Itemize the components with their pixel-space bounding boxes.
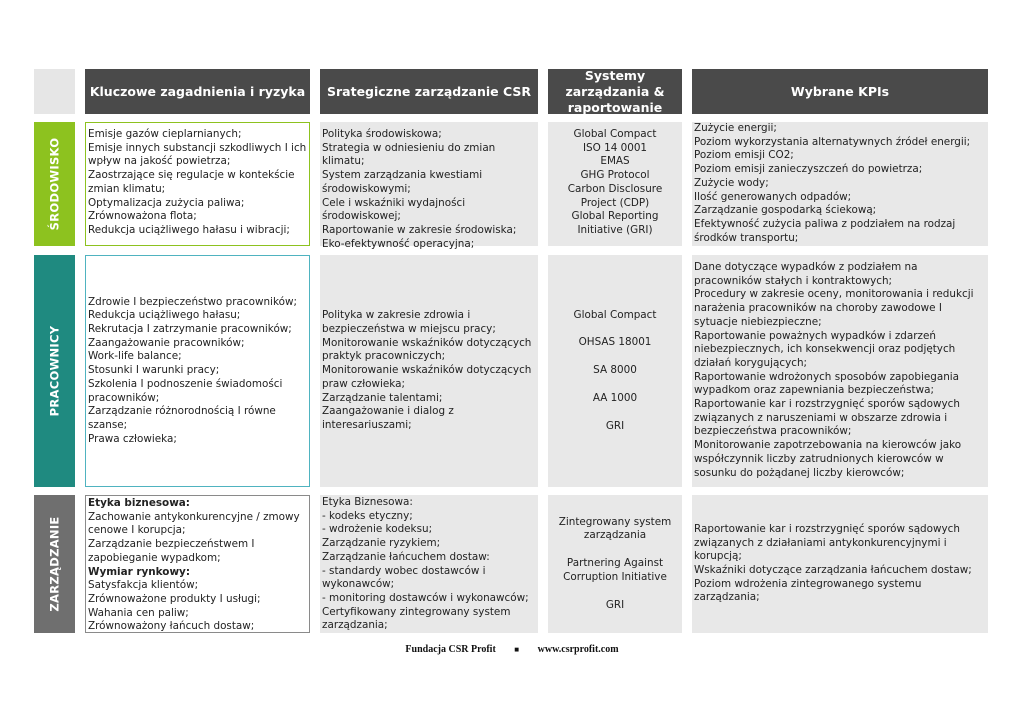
issue-item: Prawa człowieka;: [88, 432, 177, 445]
row-label-environment-text: ŚRODOWISKO: [47, 137, 62, 231]
env-strategy-list: [322, 128, 536, 251]
system-item: GRI: [605, 419, 625, 432]
strategy-item: Monitorowanie wskaźników dotyczących praw człowieka;: [322, 364, 532, 390]
emp-kpis-cell: [692, 255, 988, 487]
strategy-item: Polityka środowiskowa;: [322, 128, 442, 140]
env-systems-cell: [548, 122, 682, 246]
mgmt-systems-list: [550, 516, 680, 613]
strategy-item: Zarządzanie talentami;: [322, 391, 443, 404]
footer: [0, 644, 1024, 658]
kpi-item: Zużycie wody;: [694, 176, 769, 189]
strategy-item: - standardy wobec dostawców i wykonawców;: [322, 564, 486, 591]
issue-item: Zaostrzające się regulacje w kontekście zmian klimatu;: [88, 169, 295, 195]
strategy-item: - wdrożenie kodeksu;: [322, 523, 433, 536]
header-kpis: Wybrane KPIs: [692, 69, 988, 114]
row-label-environment: [34, 122, 75, 246]
issue-item: Zdrowie I bezpieczeństwo pracowników;: [88, 295, 297, 308]
mgmt-issues-ethics-list: [88, 511, 307, 566]
mgmt-strategy-cell: [320, 495, 538, 633]
kpi-item: Ilość generowanych odpadów;: [694, 190, 852, 203]
mgmt-issues-cell: [85, 495, 310, 633]
strategy-item: Raportowanie w zakresie środowiska;: [322, 223, 517, 236]
emp-issues-list: [88, 296, 307, 447]
kpi-item: Zarządzanie gospodarką ściekową;: [694, 204, 877, 217]
emp-systems-list: [550, 309, 680, 434]
strategy-item: - monitoring dostawców i wykonawców;: [322, 591, 529, 604]
strategy-item: Strategia w odniesieniu do zmian klimatu;: [322, 141, 496, 168]
issue-item: Emisje innych substancji szkodliwych I ich wpływ na jakość powietrza;: [88, 141, 307, 168]
strategy-item: Certyfikowany zintegrowany system zarządzania;: [322, 605, 511, 632]
mgmt-strategy-list: [322, 496, 536, 633]
strategy-item: - kodeks etyczny;: [322, 509, 413, 522]
env-systems-list: [550, 128, 680, 238]
footer-url[interactable]: www.csrprofit.com: [537, 644, 619, 655]
footer-org: Fundacja CSR Profit: [405, 644, 496, 655]
strategy-item: Zarządzanie łańcuchem dostaw:: [322, 550, 490, 563]
kpi-item: Zużycie energii;: [694, 122, 777, 134]
strategy-item: Zaangażowanie i dialog z interesariuszami;: [322, 405, 454, 431]
kpi-item: Raportowanie kar i rozstrzygnięć sporów sądowych związanych z działaniami antykonkurencyjnymi i korupcją;: [694, 522, 960, 563]
strategy-item: Eko-efektywność operacyjna;: [322, 237, 475, 250]
system-item: OHSAS 18001: [578, 336, 652, 349]
system-item: Global Reporting Initiative (GRI): [571, 210, 659, 236]
emp-strategy-list: [322, 309, 536, 432]
issue-item: Satysfakcja klientów;: [88, 579, 199, 592]
issue-item: Redukcja uciążliwego hałasu i wibracji;: [88, 223, 290, 236]
system-item: Partnering Against Corruption Initiative: [563, 557, 667, 583]
env-issues-cell: [85, 122, 310, 246]
system-item: Global Compact: [573, 308, 657, 321]
kpi-item: Efektywność zużycia paliwa z podziałem na rodzaj środków transportu;: [694, 217, 956, 244]
footer-separator: ■: [514, 645, 520, 654]
mgmt-issues-heading-market: Wymiar rynkowy:: [88, 565, 190, 578]
issue-item: Optymalizacja zużycia paliwa;: [88, 196, 245, 209]
emp-strategy-cell: [320, 255, 538, 487]
row-label-management: [34, 495, 75, 633]
header-key-issues: Kluczowe zagadnienia i ryzyka: [85, 69, 310, 114]
issue-item: Zrównoważona flota;: [88, 210, 197, 223]
kpi-item: Poziom emisji CO2;: [694, 149, 794, 162]
kpi-item: Dane dotyczące wypadków z podziałem na pracowników stałych i kontraktowych;: [694, 261, 918, 287]
kpi-item: Procedury w zakresie oceny, monitorowania i redukcji narażenia pracowników na choroby zawodowe I sytuacje niebiezpieczne;: [694, 288, 974, 328]
mgmt-kpis-cell: [692, 495, 988, 633]
system-item: ISO 14 0001: [582, 141, 648, 154]
issue-item: Redukcja uciążliwego hałasu;: [88, 309, 241, 322]
emp-issues-cell: [85, 255, 310, 487]
system-item: GRI: [605, 598, 625, 611]
row-label-employees-text: PRACOWNICY: [47, 325, 62, 417]
strategy-item: Monitorowanie wskaźników dotyczących praktyk pracowniczych;: [322, 336, 532, 363]
kpi-item: Wskaźniki dotyczące zarządzania łańcuchem dostaw;: [694, 564, 972, 576]
kpi-item: Raportowanie kar i rozstrzygnięć sporów sądowych związanych z naruszeniami w obszarze zdrowia i bezpieczeństwa pracowników;: [694, 398, 960, 438]
strategy-item: Polityka w zakresie zdrowia i bezpieczeństwa w miejscu pracy;: [322, 309, 496, 336]
system-item: SA 8000: [593, 364, 637, 377]
issue-item: Rekrutacja I zatrzymanie pracowników;: [88, 323, 292, 336]
issue-item: Zrównoważony łańcuch dostaw;: [88, 620, 255, 633]
emp-kpis-list: [694, 261, 986, 480]
issue-item: Zaangażowanie pracowników;: [88, 336, 245, 349]
issue-item: Zachowanie antykonkurencyjne / zmowy cenowe I korupcja;: [88, 510, 300, 537]
system-item: AA 1000: [592, 391, 638, 404]
mgmt-kpis-list: [694, 523, 986, 605]
env-strategy-cell: [320, 122, 538, 250]
row-label-employees: [34, 255, 75, 487]
strategy-item: Cele i wskaźniki wydajności środowiskowej;: [322, 196, 466, 223]
env-issues-list: [88, 128, 307, 238]
system-item: EMAS: [600, 155, 630, 168]
issue-item: Emisje gazów cieplarnianych;: [88, 128, 242, 140]
kpi-item: Raportowanie poważnych wypadków i zdarzeń niebezpiecznych, ich konsekwencji oraz podjętych działań korygujących;: [694, 329, 956, 369]
kpi-item: Poziom wdrożenia zintegrowanego systemu zarządzania;: [694, 577, 922, 604]
issue-item: Work-life balance;: [88, 350, 182, 363]
system-item: GHG Protocol: [580, 169, 650, 182]
header-systems: Systemy zarządzania & raportowanie: [548, 69, 682, 114]
mgmt-issues-market-list: [88, 579, 307, 634]
system-item: Carbon Disclosure Project (CDP): [567, 182, 663, 209]
env-kpis-list: [694, 122, 986, 245]
system-item: Zintegrowany system zarządzania: [558, 515, 672, 542]
strategy-item: Zarządzanie ryzykiem;: [322, 537, 441, 550]
corner-cell: [34, 69, 75, 114]
mgmt-issues-heading-ethics: Etyka biznesowa:: [88, 497, 190, 509]
issue-item: Zrównoważone produkty I usługi;: [88, 592, 261, 605]
issue-item: Zarządzanie różnorodnością I równe szanse;: [88, 405, 276, 431]
system-item: Global Compact: [573, 128, 657, 140]
strategy-item: System zarządzania kwestiami środowiskowymi;: [322, 169, 483, 195]
kpi-item: Raportowanie wdrożonych sposobów zapobiegania wypadkom oraz zapewniania bezpieczeństwa;: [694, 370, 960, 397]
kpi-item: Poziom wykorzystania alternatywnych źródeł energii;: [694, 135, 971, 148]
emp-systems-cell: [548, 255, 682, 487]
issue-item: Szkolenia I podnoszenie świadomości pracowników;: [88, 377, 283, 404]
env-kpis-cell: [692, 122, 988, 246]
row-label-management-text: ZARZĄDZANIE: [47, 516, 62, 612]
issue-item: Wahania cen paliw;: [88, 606, 189, 619]
header-strategy: Srategiczne zarządzanie CSR: [320, 69, 538, 114]
mgmt-systems-cell: [548, 495, 682, 633]
issue-item: Zarządzanie bezpieczeństwem I zapobieganie wypadkom;: [88, 538, 255, 564]
strategy-item: Etyka Biznesowa:: [322, 496, 413, 508]
kpi-item: Poziom emisji zanieczyszczeń do powietrza;: [694, 163, 923, 176]
issue-item: Stosunki I warunki pracy;: [88, 364, 220, 377]
kpi-item: Monitorowanie zapotrzebowania na kierowców jako współczynnik liczby zatrudnionych kierowców w sosunku do pożądanej liczby kierowców;: [694, 439, 962, 479]
